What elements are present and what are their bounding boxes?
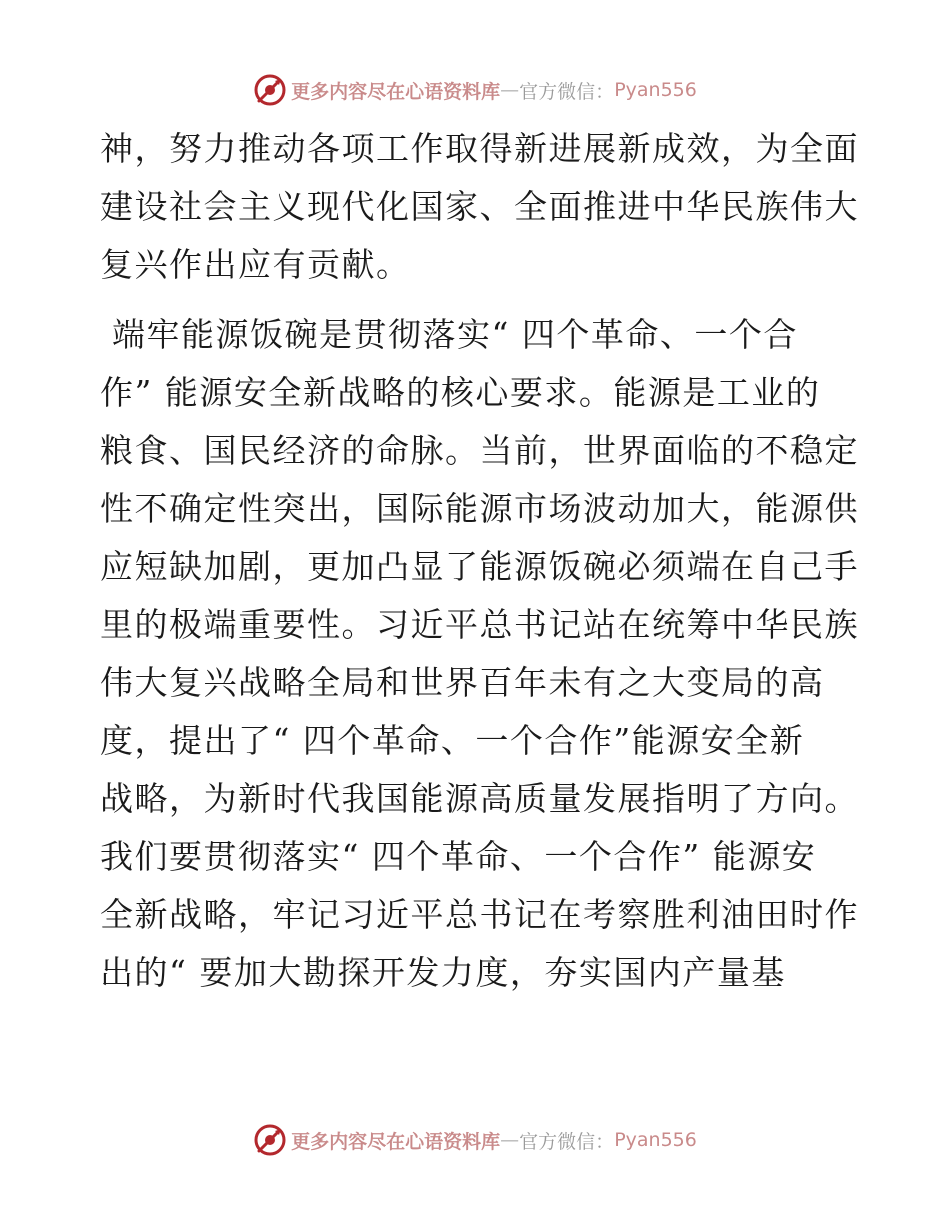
text-line: 里的极端重要性。习近平总书记站在统筹中华民族 [100, 605, 859, 644]
header-wechat-id: Pyan556 [614, 79, 697, 101]
page-header [0, 70, 950, 110]
brand-logo-icon [253, 1123, 287, 1157]
text-line: 战略，为新时代我国能源高质量发展指明了方向。 [100, 779, 859, 818]
text-line: 度，提出了“ 四个革命、一个合作”能源安全新 [100, 721, 805, 760]
footer-wechat-label: 官方微信： [519, 1130, 615, 1153]
header-dash: — [500, 79, 520, 101]
paragraph-2 [100, 306, 860, 1002]
text-line: 全新战略，牢记习近平总书记在考察胜利油田时作 [100, 895, 859, 934]
text-line: 伟大复兴战略全局和世界百年未有之大变局的高 [100, 663, 825, 702]
header-brand [253, 73, 697, 107]
paragraph-1 [100, 120, 860, 294]
text-line: 神，努力推动各项工作取得新进展新成效，为全面 [100, 129, 859, 168]
text-line: 出的“ 要加大勘探开发力度，夯实国内产量基 [100, 953, 786, 992]
text-line: 性不确定性突出，国际能源市场波动加大，能源供 [100, 489, 859, 528]
page-footer [0, 1120, 950, 1160]
text-line: 我们要贯彻落实“ 四个革命、一个合作” 能源安 [100, 837, 817, 876]
text-line: 作” 能源安全新战略的核心要求。能源是工业的 [100, 373, 821, 412]
text-line: 复兴作出应有贡献。 [100, 245, 411, 284]
footer-brand-text: 更多内容尽在心语资料库 [291, 1130, 501, 1153]
text-line: 应短缺加剧，更加凸显了能源饭碗必须端在自己手 [100, 547, 859, 586]
footer-wechat-id: Pyan556 [614, 1129, 697, 1151]
text-line: 端牢能源饭碗是贯彻落实“ 四个革命、一个合 [100, 315, 798, 354]
brand-logo-icon [253, 73, 287, 107]
footer-dash: — [500, 1129, 520, 1151]
paragraph-gap [100, 294, 860, 306]
text-line: 建设社会主义现代化国家、全面推进中华民族伟大 [100, 187, 859, 226]
document-body [100, 120, 860, 1002]
header-brand-text: 更多内容尽在心语资料库 [291, 80, 501, 103]
footer-brand [253, 1123, 697, 1157]
text-line: 粮食、国民经济的命脉。当前，世界面临的不稳定 [100, 431, 859, 470]
header-wechat-label: 官方微信： [519, 80, 615, 103]
